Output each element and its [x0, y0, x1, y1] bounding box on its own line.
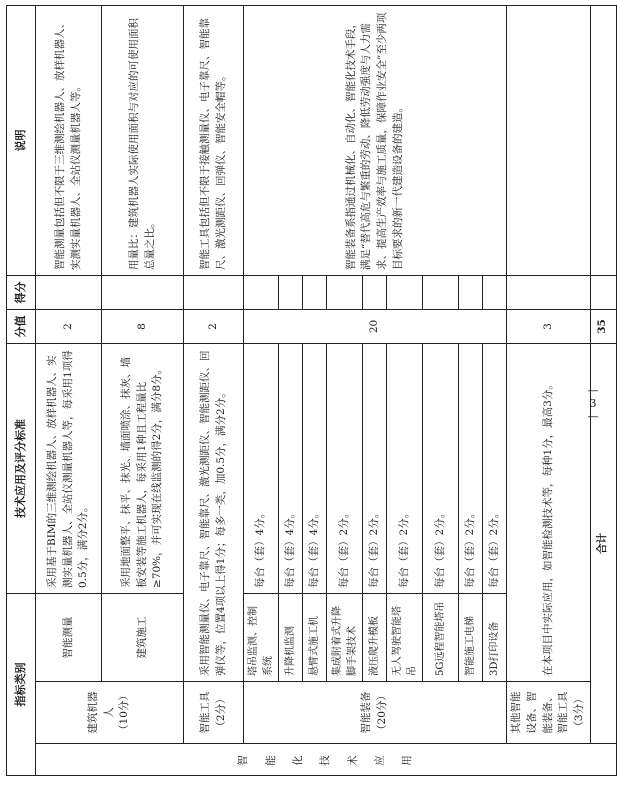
note-cell: 用量比：建筑机器人实际使用面积与对应的可使用面积总量之比。	[102, 5, 184, 275]
category-tools-name: 智能工具	[198, 691, 211, 734]
category-robot-points: （10分）	[118, 690, 131, 735]
category-equipment	[244, 682, 507, 744]
note-cell: 智能工具包括但不限于接触测量仪、电子靠尺、智能靠尺、激光测距仪、回弹仪、智能安全帽等。	[184, 5, 244, 275]
score-cell[interactable]	[279, 275, 303, 309]
item-name: 集成附着式升降脚手架技术	[327, 593, 363, 681]
item-name: 升降机监测	[279, 593, 303, 681]
category-other	[507, 682, 591, 744]
note-cell: 智能测量包括但不限于三维测绘机器人、放样机器人、实测实量机器人、全站仪测量机器人等。	[36, 5, 102, 275]
category-tools-points: （2分）	[214, 693, 227, 732]
criteria-cell: 每台（套）2分。	[423, 343, 459, 593]
criteria-cell: 每台（套）4分。	[279, 343, 303, 593]
table-row	[102, 5, 184, 775]
header-note: 说明	[7, 5, 36, 275]
header-score: 得分	[7, 275, 36, 309]
page-number-text: —3—	[587, 384, 599, 423]
criteria-cell: 每台（套）2分。	[459, 343, 483, 593]
header-max-score: 分值	[7, 309, 36, 343]
table-row	[36, 5, 102, 775]
score-cell[interactable]	[102, 275, 184, 309]
note-cell: 智能装备系指通过机械化、自动化、智能化技术手段，满足“替代高危与繁重的劳动、降低劳动强度与人力需求、提高生产效率与施工质量，保障作业安全”至少两项目标要求的新一代建造设备的建造。	[244, 5, 507, 275]
table-row	[184, 5, 244, 775]
category-other-name: 其他智能设备、智能装备、智能工具	[510, 691, 570, 734]
note-cell	[590, 5, 616, 275]
item-name: 液压爬升模板	[363, 593, 387, 681]
item-name: 智能施工电梯	[459, 593, 483, 681]
criteria-cell: 每台（套）2分。	[483, 343, 507, 593]
category-equipment-points: （20分）	[376, 690, 388, 735]
item-name: 3D打印设备	[483, 593, 507, 681]
category-robot	[36, 682, 184, 744]
item-name: 无人驾驶智能塔吊	[387, 593, 423, 681]
score-cell[interactable]	[184, 275, 244, 309]
score-cell[interactable]	[507, 275, 591, 309]
rotated-table-stage	[6, 6, 609, 776]
criteria-cell: 在本项目中实际应用，如智能检测技术等，每种1分，最高3分。	[507, 343, 591, 681]
max-score-cell: 3	[507, 309, 591, 343]
criteria-cell: 每台（套）2分。	[387, 343, 423, 593]
table-row	[244, 5, 279, 775]
page-number	[586, 384, 600, 423]
scoring-table	[6, 5, 617, 776]
criteria-cell: 每台（套）2分。	[327, 343, 363, 593]
total-value: 35	[590, 309, 616, 343]
item-name: 悬臂式施工机	[303, 593, 327, 681]
item-name: 智能测量	[36, 593, 102, 681]
category-other-points: （3分）	[573, 693, 585, 732]
score-cell[interactable]	[387, 275, 423, 309]
header-standard: 技术应用及评分标准	[7, 343, 36, 593]
criteria-cell: 每台（套）4分。	[303, 343, 327, 593]
header-row	[7, 5, 36, 775]
score-cell[interactable]	[303, 275, 327, 309]
category-tools	[184, 682, 244, 744]
note-cell	[507, 5, 591, 275]
score-cell[interactable]	[459, 275, 483, 309]
item-name: 5G远程智能塔吊	[423, 593, 459, 681]
item-name: 塔吊监测、控制系统	[244, 593, 279, 681]
total-label: 合计	[590, 343, 616, 743]
score-cell[interactable]	[327, 275, 363, 309]
max-score-cell: 2	[184, 309, 244, 343]
criteria-cell: 采用基于BIM的三维测绘机器人、放样机器人、实测实量机器人、全站仪测量机器人等，每采用1项得0.5分，满分2分。	[36, 343, 102, 593]
score-cell[interactable]	[244, 275, 279, 309]
header-category: 指标类别	[7, 593, 36, 775]
category-robot-name: 建筑机器人	[86, 691, 115, 734]
criteria-cell: 采用地面整平、抹平、抹光、墙面喷涂、抹灰、墙板安装等施工机器人，每采用1种且工程量比≥70%，并可实现在线监测的得2分，满分8分。	[102, 343, 184, 593]
category-equipment-name: 智能装备	[360, 691, 373, 734]
max-score-cell: 8	[102, 309, 184, 343]
score-cell[interactable]	[36, 275, 102, 309]
max-score-cell: 20	[244, 309, 507, 343]
score-cell[interactable]	[590, 275, 616, 309]
criteria-cell: 每台（套）2分。	[363, 343, 387, 593]
criteria-cell: 采用智能测量仪、电子靠尺、智能靠尺、激光测距仪、智能测距仪、回弹仪等，位置4项以上得1分；每多一类，加0.5分，满分2分。	[184, 343, 244, 681]
category-main: 智能化技术应用	[36, 744, 617, 776]
score-cell[interactable]	[483, 275, 507, 309]
score-cell[interactable]	[363, 275, 387, 309]
item-name: 建筑施工	[102, 593, 184, 681]
table-row	[507, 5, 591, 775]
score-cell[interactable]	[423, 275, 459, 309]
max-score-cell: 2	[36, 309, 102, 343]
criteria-cell: 每台（套）4分。	[244, 343, 279, 593]
